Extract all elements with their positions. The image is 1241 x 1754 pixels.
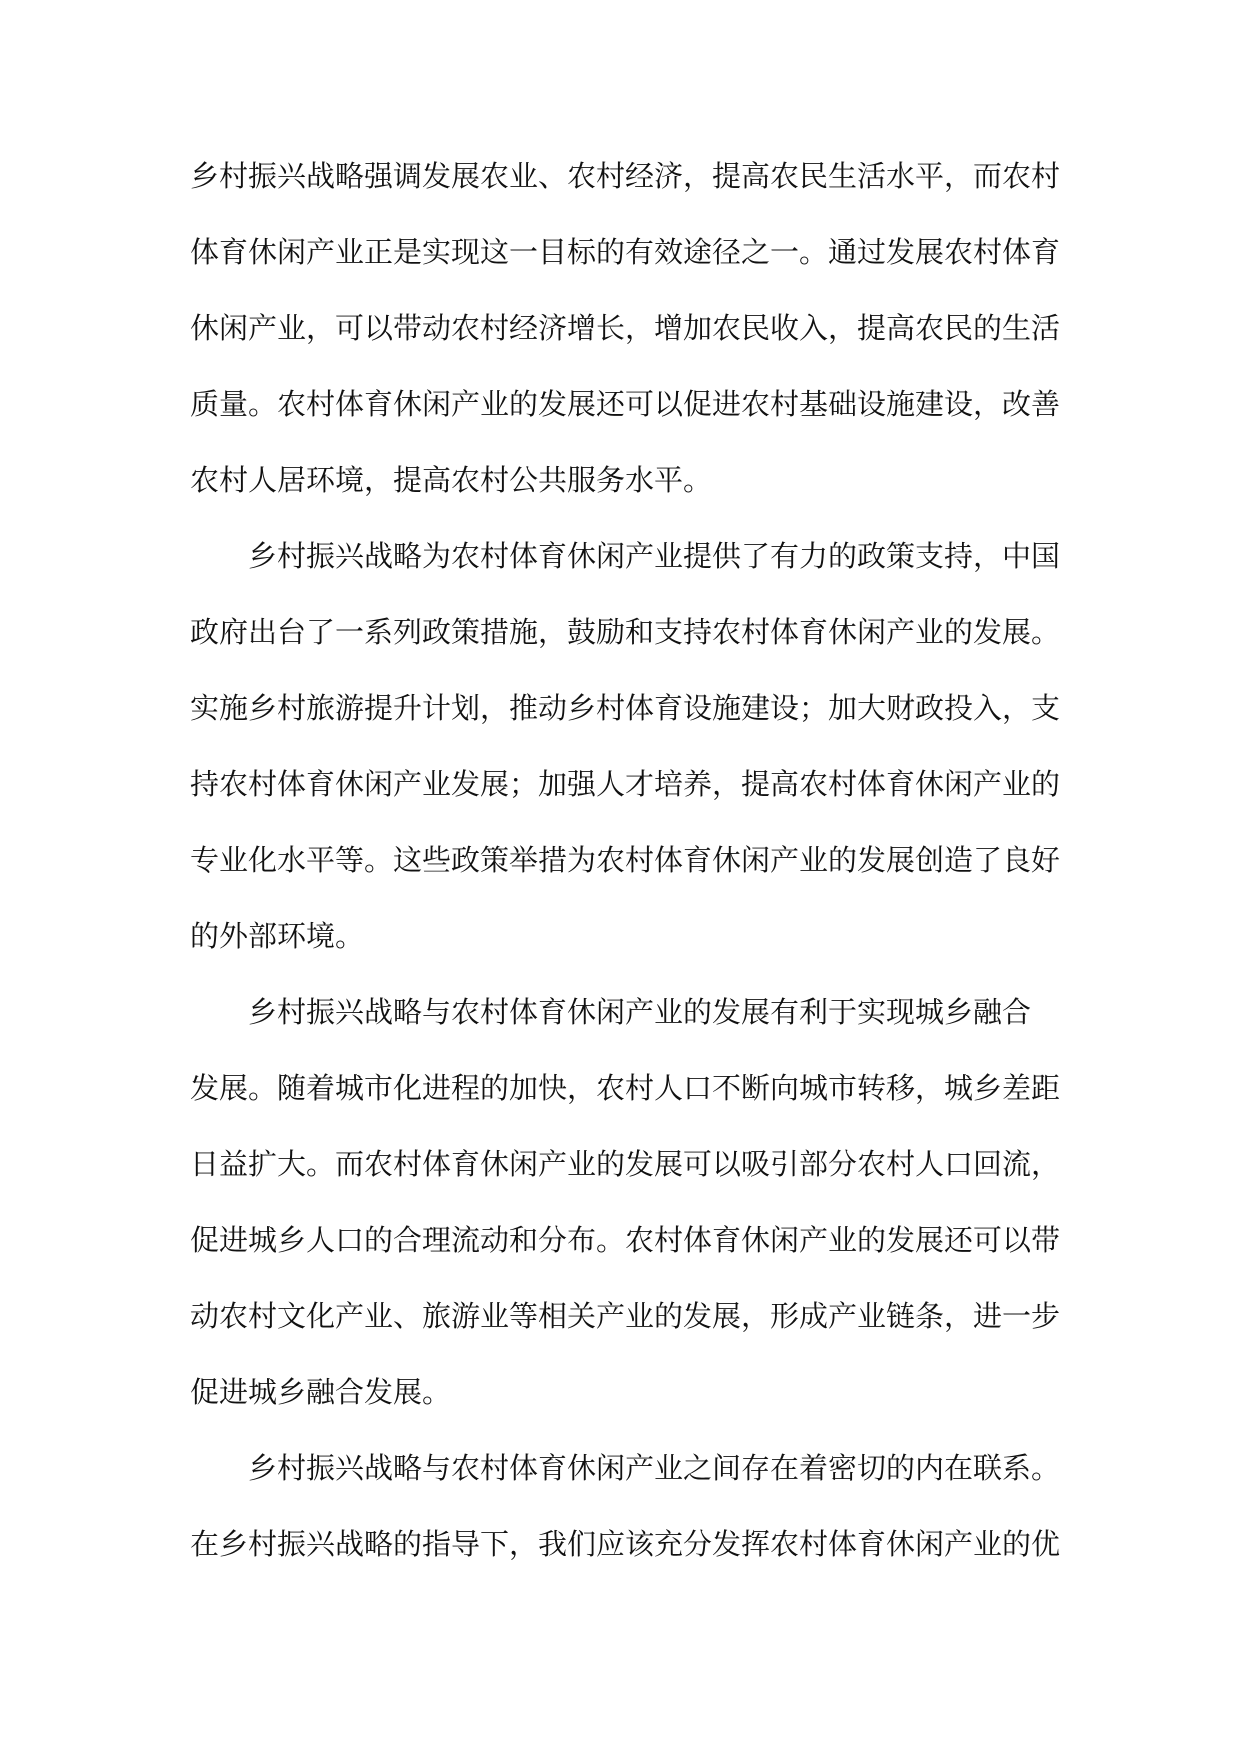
paragraph-1-line-3: 休闲产业，可以带动农村经济增长，增加农民收入，提高农民的生活: [190, 311, 1061, 345]
paragraph-2-line-3: 实施乡村旅游提升计划，推动乡村体育设施建设；加大财政投入，支: [190, 691, 1061, 725]
paragraph-3-line-4: 促进城乡人口的合理流动和分布。农村体育休闲产业的发展还可以带: [190, 1223, 1061, 1257]
paragraph-1-line-1: 乡村振兴战略强调发展农业、农村经济，提高农民生活水平，而农村: [190, 159, 1061, 193]
paragraph-3-line-5: 动农村文化产业、旅游业等相关产业的发展，形成产业链条，进一步: [190, 1299, 1061, 1333]
paragraph-3-line-1: 乡村振兴战略与农村体育休闲产业的发展有利于实现城乡融合: [248, 995, 1032, 1029]
paragraph-1-line-4: 质量。农村体育休闲产业的发展还可以促进农村基础设施建设，改善: [190, 387, 1061, 421]
body-text: [190, 138, 1061, 1582]
paragraph-2-line-5: 专业化水平等。这些政策举措为农村体育休闲产业的发展创造了良好: [190, 843, 1061, 877]
paragraph-3-line-2: 发展。随着城市化进程的加快，农村人口不断向城市转移，城乡差距: [190, 1071, 1061, 1105]
paragraph-2-line-4: 持农村体育休闲产业发展；加强人才培养，提高农村体育休闲产业的: [190, 767, 1061, 801]
paragraph-1-line-5: 农村人居环境，提高农村公共服务水平。: [190, 463, 713, 497]
paragraph-4-line-1: 乡村振兴战略与农村体育休闲产业之间存在着密切的内在联系。: [248, 1451, 1061, 1485]
paragraph-2-line-2: 政府出台了一系列政策措施，鼓励和支持农村体育休闲产业的发展。: [190, 615, 1061, 649]
paragraph-4-line-2: 在乡村振兴战略的指导下，我们应该充分发挥农村体育休闲产业的优: [190, 1527, 1061, 1561]
paragraph-3-line-3: 日益扩大。而农村体育休闲产业的发展可以吸引部分农村人口回流，: [190, 1147, 1061, 1181]
paragraph-1-line-2: 体育休闲产业正是实现这一目标的有效途径之一。通过发展农村体育: [190, 235, 1061, 269]
paragraph-3-line-6: 促进城乡融合发展。: [190, 1375, 452, 1409]
paragraph-2-line-1: 乡村振兴战略为农村体育休闲产业提供了有力的政策支持，中国: [248, 539, 1061, 573]
paragraph-2-line-6: 的外部环境。: [190, 919, 365, 953]
